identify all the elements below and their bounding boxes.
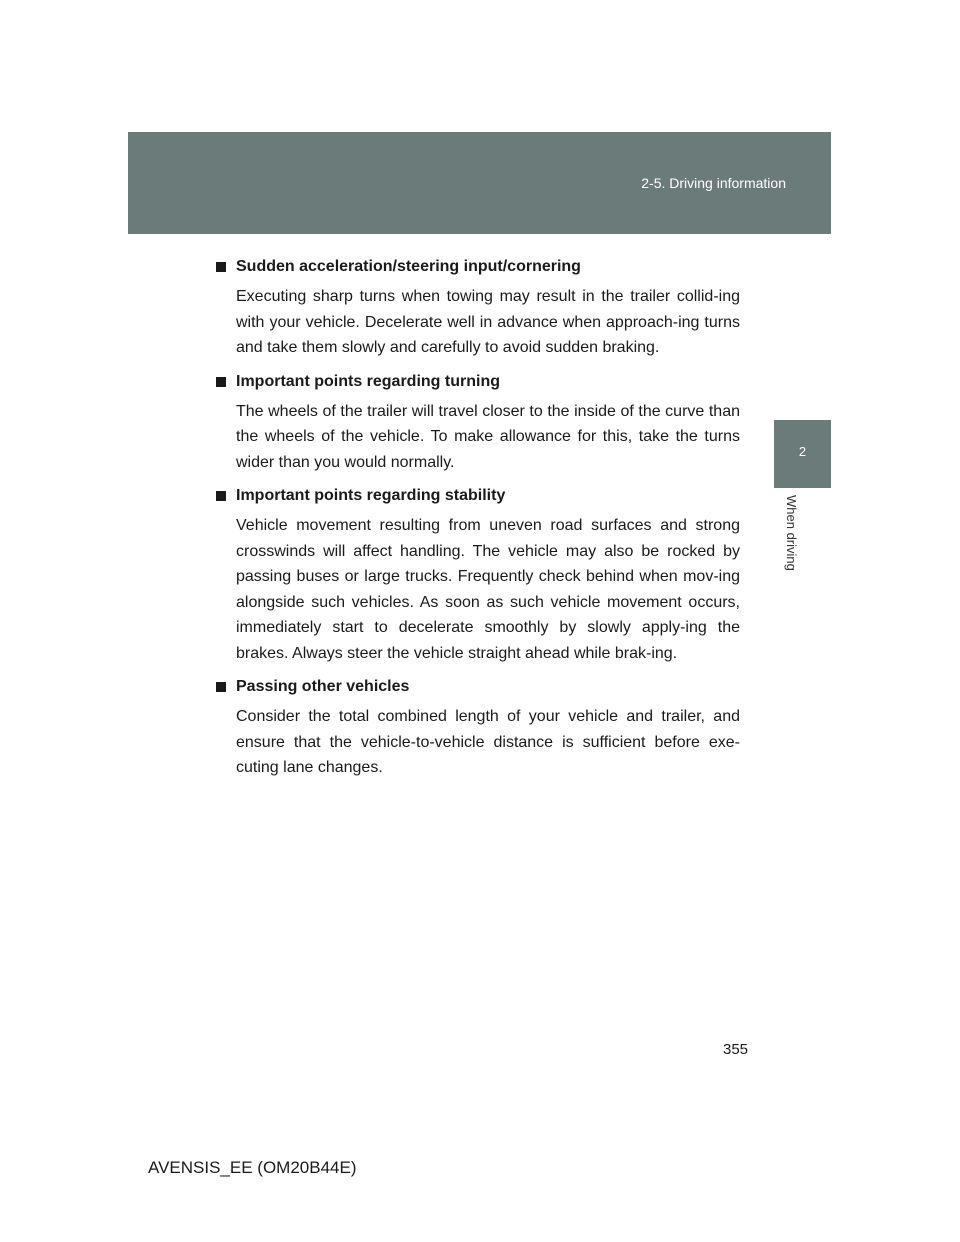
section-heading-text: Sudden acceleration/steering input/cornering xyxy=(236,258,581,275)
section-heading-text: Passing other vehicles xyxy=(236,678,410,695)
section-heading-text: Important points regarding turning xyxy=(236,372,500,390)
section-title: 2-5. Driving information xyxy=(641,175,786,191)
chapter-label: When driving xyxy=(784,495,799,571)
chapter-number: 2 xyxy=(798,444,807,459)
section-body: Vehicle movement resulting from uneven road surfaces and strong crosswinds will affect handling. The vehicle may also be rocked by passing buses or large trucks. Frequently check behind when mov-ing alongside such vehicles. As soon as such vehicle movement occurs, immediately start to decelerate smoothly by slowly apply-ing the brakes. Always steer the vehicle straight ahead while brak-ing. xyxy=(236,517,740,662)
section-turning xyxy=(236,371,740,476)
section-heading xyxy=(216,256,740,278)
section-body: Executing sharp turns when towing may result in the trailer collid-ing with your vehicle. Decelerate well in advance when approach-ing turns and take them slowly and carefully to avoid sudden braking. xyxy=(236,288,740,356)
section-sudden-acceleration xyxy=(236,256,740,361)
square-bullet-icon xyxy=(216,377,226,387)
square-bullet-icon xyxy=(216,491,226,501)
manual-code: AVENSIS_EE (OM20B44E) xyxy=(148,1158,357,1177)
square-bullet-icon xyxy=(216,262,226,272)
page-number: 355 xyxy=(723,1041,749,1058)
chapter-tab xyxy=(774,420,831,488)
section-heading xyxy=(216,371,740,393)
section-heading xyxy=(216,676,740,698)
chapter-label-container xyxy=(784,495,800,585)
section-heading xyxy=(216,485,740,507)
section-body: The wheels of the trailer will travel closer to the inside of the curve than the wheels of the vehicle. To make allowance for this, take the turns wider than you would normally. xyxy=(236,402,740,471)
square-bullet-icon xyxy=(216,682,226,692)
section-body: Consider the total combined length of your vehicle and trailer, and ensure that the vehicle-to-vehicle distance is sufficient before exe-cuting lane changes. xyxy=(236,708,740,776)
section-heading-text: Important points regarding stability xyxy=(236,487,506,504)
section-stability xyxy=(236,485,740,666)
main-content xyxy=(236,256,740,791)
section-passing xyxy=(236,676,740,781)
header-band xyxy=(128,132,831,234)
